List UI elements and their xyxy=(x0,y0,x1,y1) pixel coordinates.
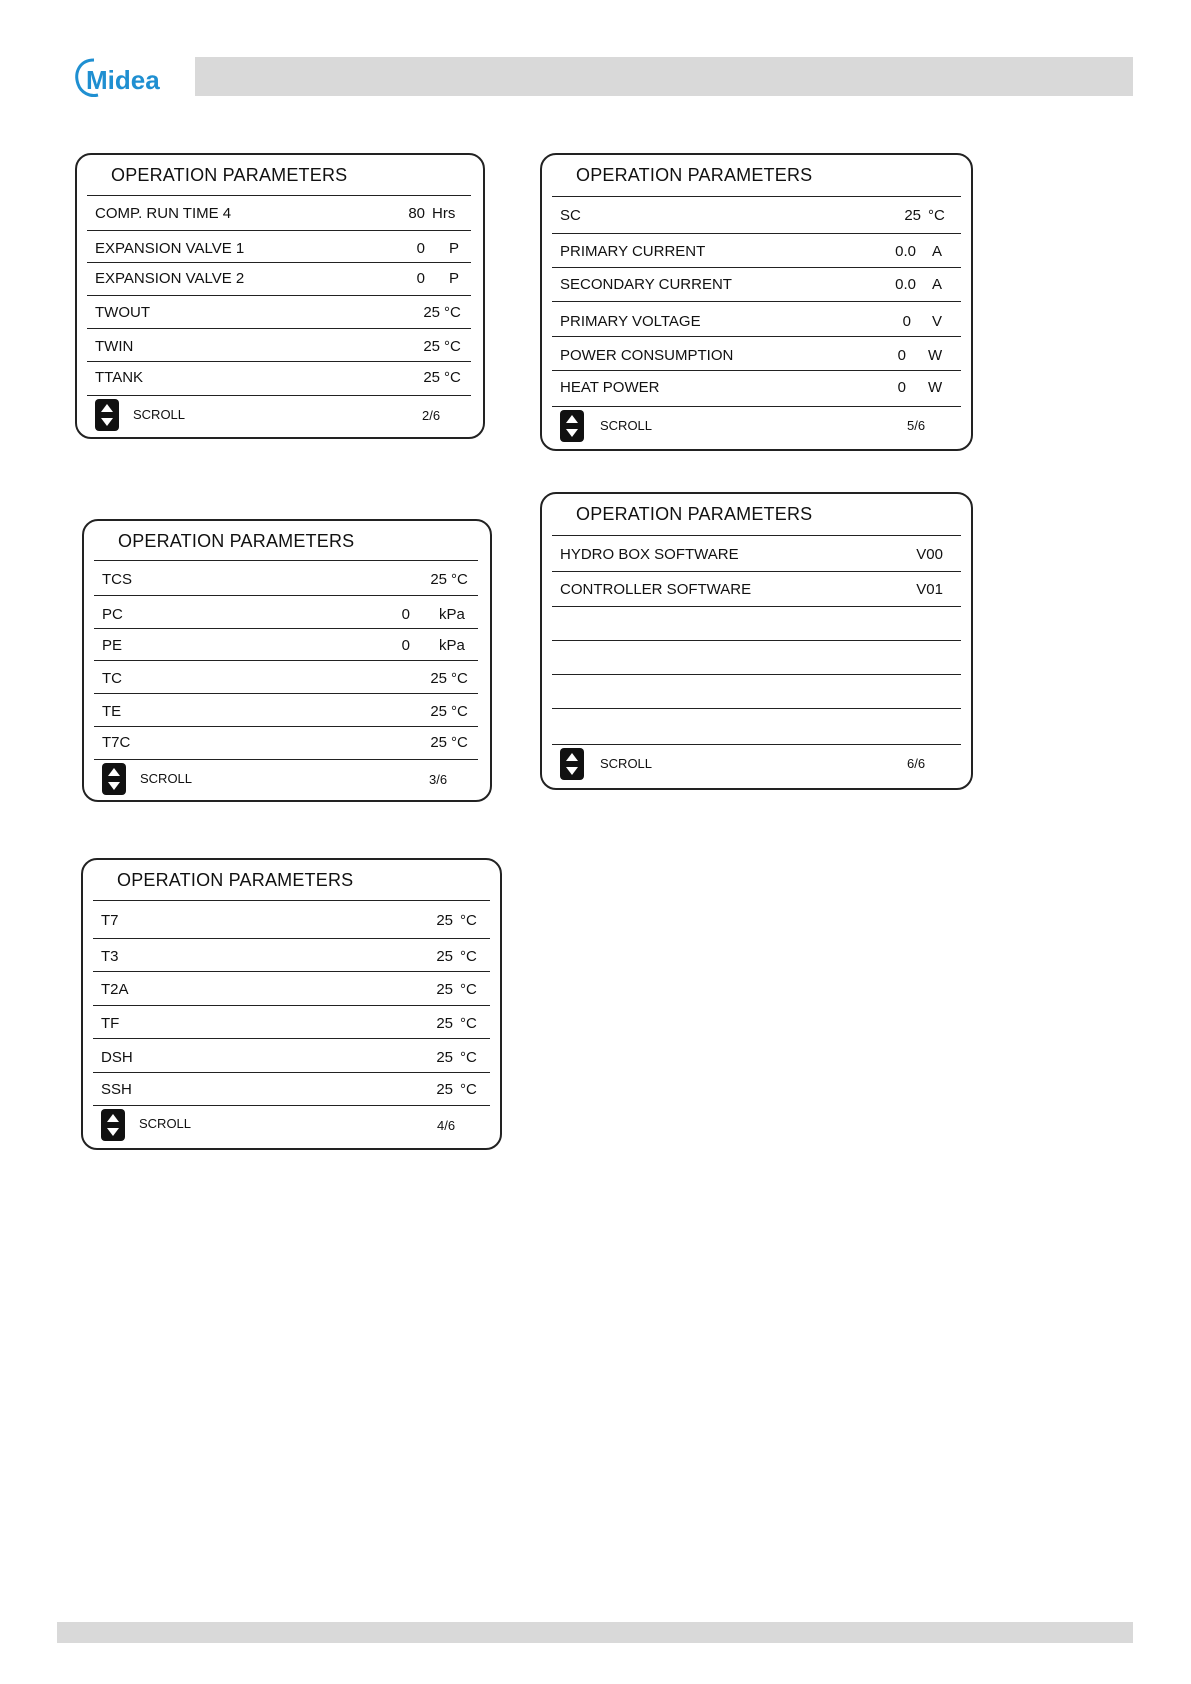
panel-title: OPERATION PARAMETERS xyxy=(111,165,348,185)
param-label: PRIMARY VOLTAGE xyxy=(560,313,701,330)
scroll-button[interactable] xyxy=(101,1109,125,1141)
param-unit: °C xyxy=(444,369,461,386)
operation-panel-2 xyxy=(75,153,485,439)
param-label: TWOUT xyxy=(95,304,150,321)
param-unit: °C xyxy=(444,304,461,321)
param-label: PC xyxy=(102,606,123,623)
svg-text:Midea: Midea xyxy=(86,65,160,95)
param-unit: °C xyxy=(460,1015,477,1032)
param-label: SECONDARY CURRENT xyxy=(560,276,732,293)
param-unit: kPa xyxy=(439,637,465,654)
scroll-label: SCROLL xyxy=(600,418,653,433)
param-label: TCS xyxy=(102,571,132,588)
param-value: 80 xyxy=(408,205,425,222)
param-value: 25 xyxy=(904,207,921,224)
page-indicator: 5/6 xyxy=(907,418,926,433)
param-unit: W xyxy=(928,347,943,364)
param-value: 0 xyxy=(897,379,906,396)
page-indicator: 6/6 xyxy=(907,756,926,771)
param-unit: W xyxy=(928,379,943,396)
scroll-button[interactable] xyxy=(102,763,126,795)
param-value: 0 xyxy=(416,270,425,287)
param-value: 0 xyxy=(401,606,410,623)
param-label: T2A xyxy=(101,981,129,998)
param-label: PRIMARY CURRENT xyxy=(560,243,706,260)
param-value: 25 xyxy=(436,1015,453,1032)
param-unit: °C xyxy=(451,670,468,687)
scroll-label: SCROLL xyxy=(600,756,653,771)
param-unit: °C xyxy=(460,948,477,965)
param-unit: P xyxy=(449,240,460,257)
param-value: 25 xyxy=(430,670,447,687)
param-label: EXPANSION VALVE 2 xyxy=(95,270,245,287)
scroll-label: SCROLL xyxy=(133,407,186,422)
param-value: 0 xyxy=(897,347,906,364)
param-value: V00 xyxy=(916,546,943,563)
param-value: 0 xyxy=(401,637,410,654)
param-unit: Hrs xyxy=(432,205,456,222)
param-unit: A xyxy=(932,276,943,293)
param-value: 25 xyxy=(436,1049,453,1066)
scroll-button[interactable] xyxy=(560,410,584,442)
param-label: POWER CONSUMPTION xyxy=(560,347,734,364)
param-value: 25 xyxy=(436,912,453,929)
param-value: 25 xyxy=(430,734,447,751)
operation-panel-6 xyxy=(540,492,973,790)
param-label: TF xyxy=(101,1015,120,1032)
param-value: 25 xyxy=(423,338,440,355)
param-label: DSH xyxy=(101,1049,133,1066)
param-unit: °C xyxy=(928,207,945,224)
param-label: SC xyxy=(560,207,581,224)
param-label: TWIN xyxy=(95,338,134,355)
scroll-button[interactable] xyxy=(95,399,119,431)
param-value: V01 xyxy=(916,581,943,598)
midea-logo xyxy=(72,54,182,100)
panel-title: OPERATION PARAMETERS xyxy=(117,870,354,890)
scroll-label: SCROLL xyxy=(140,771,193,786)
param-value: 25 xyxy=(436,1081,453,1098)
param-label: COMP. RUN TIME 4 xyxy=(95,205,232,222)
panel-title: OPERATION PARAMETERS xyxy=(576,165,813,185)
param-label: PE xyxy=(102,637,123,654)
param-unit: °C xyxy=(460,1049,477,1066)
param-label: TC xyxy=(102,670,122,687)
param-label: T3 xyxy=(101,948,119,965)
scroll-up-down-icon xyxy=(560,410,584,442)
scroll-label: SCROLL xyxy=(139,1116,192,1131)
operation-panel-4 xyxy=(81,858,502,1150)
page-indicator: 3/6 xyxy=(429,772,448,787)
scroll-up-down-icon xyxy=(101,1109,125,1141)
param-unit: °C xyxy=(444,338,461,355)
scroll-up-down-icon xyxy=(95,399,119,431)
param-label: CONTROLLER SOFTWARE xyxy=(560,581,752,598)
scroll-button[interactable] xyxy=(560,748,584,780)
param-label: TTANK xyxy=(95,369,144,386)
midea-logo-mark xyxy=(72,54,182,100)
scroll-up-down-icon xyxy=(102,763,126,795)
param-value: 25 xyxy=(423,369,440,386)
param-unit: °C xyxy=(451,571,468,588)
param-label: TE xyxy=(102,703,122,720)
param-value: 0.0 xyxy=(895,276,916,293)
param-unit: °C xyxy=(460,1081,477,1098)
param-label: EXPANSION VALVE 1 xyxy=(95,240,245,257)
param-unit: °C xyxy=(460,981,477,998)
param-value: 25 xyxy=(430,703,447,720)
panel-title: OPERATION PARAMETERS xyxy=(118,531,355,551)
operation-panel-5 xyxy=(540,153,973,451)
param-unit: °C xyxy=(460,912,477,929)
param-value: 25 xyxy=(436,981,453,998)
param-unit: V xyxy=(932,313,943,330)
param-label: HYDRO BOX SOFTWARE xyxy=(560,546,739,563)
param-value: 0 xyxy=(902,313,911,330)
footer-bar xyxy=(57,1622,1133,1643)
param-value: 25 xyxy=(436,948,453,965)
page-indicator: 4/6 xyxy=(437,1118,456,1133)
page-indicator: 2/6 xyxy=(422,408,441,423)
param-label: HEAT POWER xyxy=(560,379,660,396)
header-bar xyxy=(195,57,1133,96)
param-unit: P xyxy=(449,270,460,287)
param-label: T7C xyxy=(102,734,131,751)
param-value: 25 xyxy=(430,571,447,588)
scroll-up-down-icon xyxy=(560,748,584,780)
param-unit: °C xyxy=(451,703,468,720)
operation-panel-3 xyxy=(82,519,492,802)
param-unit: °C xyxy=(451,734,468,751)
param-value: 25 xyxy=(423,304,440,321)
param-unit: kPa xyxy=(439,606,465,623)
param-value: 0 xyxy=(416,240,425,257)
param-value: 0.0 xyxy=(895,243,916,260)
param-label: T7 xyxy=(101,912,119,929)
param-label: SSH xyxy=(101,1081,132,1098)
param-unit: A xyxy=(932,243,943,260)
panel-title: OPERATION PARAMETERS xyxy=(576,504,813,524)
